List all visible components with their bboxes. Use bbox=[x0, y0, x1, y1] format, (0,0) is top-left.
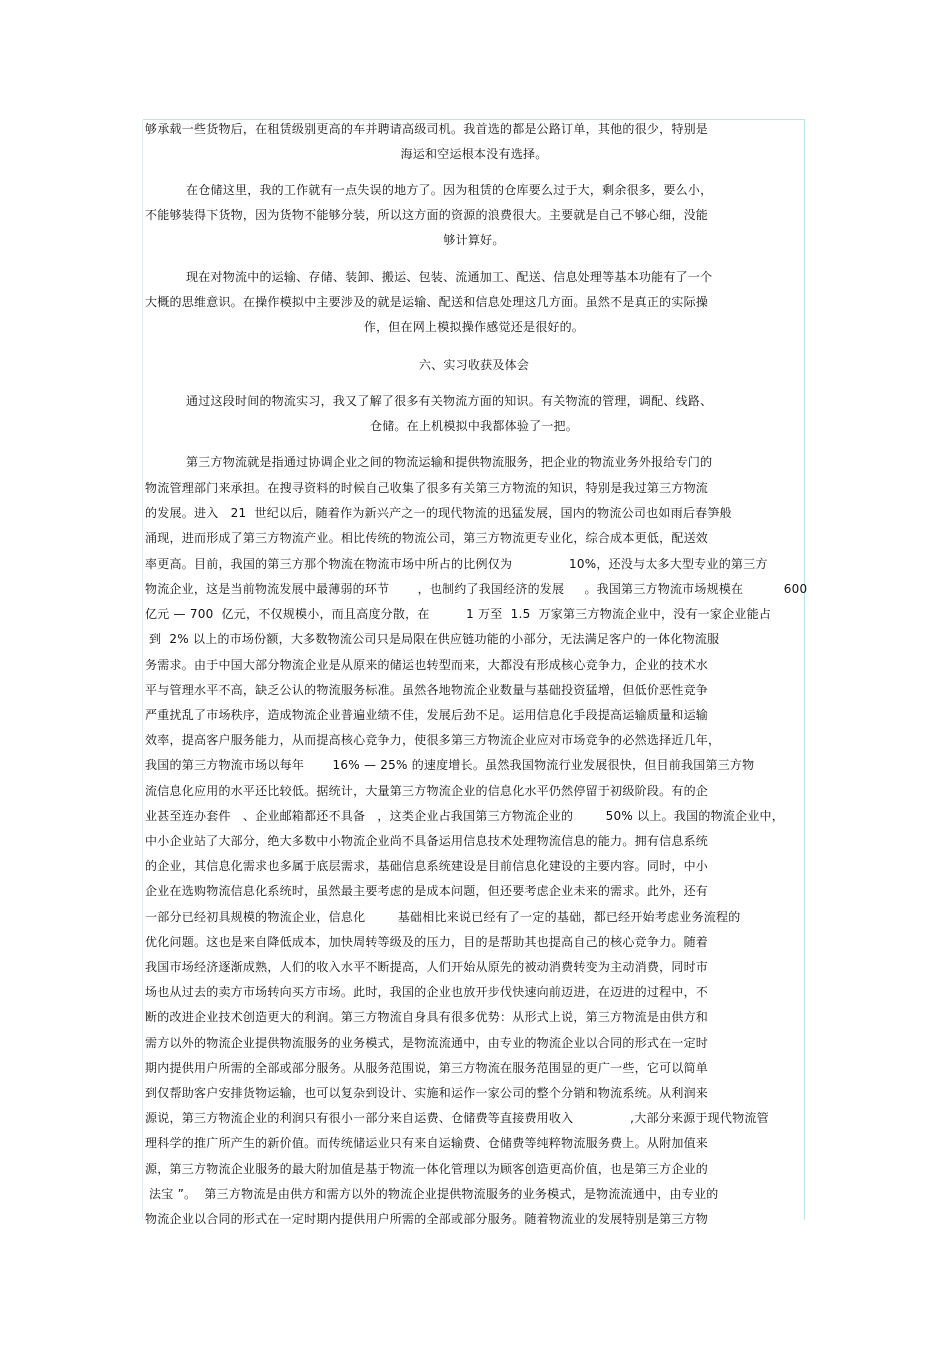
text-line: 源说，第三方物流企业的利润只有很小一部分来自运费、仓储费等直接费用收入 ,大部分来源于现代物流管 bbox=[145, 1111, 769, 1125]
text-line: 到 2% 以上的市场份额，大多数物流公司只是局限在供应链功能的小部分，无法满足客户的一体化物流服 bbox=[145, 632, 720, 646]
text-line: 中小企业站了大部分，绝大多数中小物流企业尚不具备运用信息技术处理物流信息的能力。拥有信息系统 bbox=[145, 834, 709, 848]
text-line: 企业在选购物流信息化系统时，虽然最主要考虑的是成本问题，但还要考虑企业未来的需求。此外，还有 bbox=[145, 884, 709, 898]
text-line: 需方以外的物流企业提供物流服务的业务模式，是物流流通中，由专业的物流企业以合同的形式在一定时 bbox=[145, 1036, 709, 1050]
text-line: 海运和空运根本没有选择。 bbox=[400, 147, 548, 161]
text-line: 够承载一些货物后，在租赁级别更高的车并聘请高级司机。我首选的都是公路订单，其他的很少，特别是 bbox=[145, 122, 709, 136]
text-line: 物流企业以合同的形式在一定时期内提供用户所需的全部或部分服务。随着物流业的发展特别是第三方物 bbox=[145, 1212, 709, 1226]
text-line: 务需求。由于中国大部分物流企业是从原来的储运也转型而来，大都没有形成核心竞争力，企业的技术水 bbox=[145, 658, 709, 672]
text-line: 作，但在网上模拟操作感觉还是很好的。 bbox=[363, 320, 585, 334]
text-line: 法宝 ”。 第三方物流是由供方和需方以外的物流企业提供物流服务的业务模式，是物流流通中，由专业的 bbox=[145, 1187, 719, 1201]
text-line: 流信息化应用的水平还比较低。据统计，大量第三方物流企业的信息化水平仍然停留于初级阶段。有的企 bbox=[145, 784, 709, 798]
text-line: 的企业，其信息化需求也多属于底层需求，基础信息系统建设是目前信息化建设的主要内容。同时，中小 bbox=[145, 859, 709, 873]
text-line: 我国的第三方物流市场以每年 16% — 25% 的速度增长。虽然我国物流行业发展很快，但目前我国第三方物 bbox=[145, 758, 755, 772]
section-heading: 六、实习收获及体会 bbox=[418, 358, 530, 372]
text-line: 源，第三方物流企业服务的最大附加值是基于物流一体化管理以为顾客创造更高价值，也是第三方企业的 bbox=[145, 1162, 709, 1176]
text-line: 大概的思维意识。在操作模拟中主要涉及的就是运输、配送和信息处理这几方面。虽然不是真正的实际操 bbox=[145, 295, 709, 309]
text-line: 效率，提高客户服务能力，从而提高核心竞争力，使很多第三方物流企业应对市场竞争的必然选择近几年， bbox=[145, 733, 721, 747]
text-line: 在仓储这里，我的工作就有一点失误的地方了。因为租赁的仓库要么过于大，剩余很多，要么小， bbox=[186, 183, 713, 197]
text-line: 到仅帮助客户安排货物运输，也可以复杂到设计、实施和运作一家公司的整个分销和物流系统。从利润来 bbox=[145, 1086, 709, 1100]
text-line: 期内提供用户所需的全部或部分服务。从服务范围说，第三方物流在服务范围显的更广一些，它可以简单 bbox=[145, 1061, 709, 1075]
text-line: 率更高。目前，我国的第三方那个物流在物流市场中所占的比例仅为 10%，还没与太多大型专业的第三方 bbox=[145, 557, 768, 571]
text-line: 物流管理部门来承担。在搜寻资料的时候自己收集了很多有关第三方物流的知识，特别是我过第三方物流 bbox=[145, 481, 709, 495]
text-line: 第三方物流就是指通过协调企业之间的物流运输和提供物流服务，把企业的物流业务外报给专门的 bbox=[186, 455, 713, 469]
text-line: 严重扰乱了市场秩序，造成物流企业普遍业绩不佳，发展后劲不足。运用信息化手段提高运输质量和运输 bbox=[145, 708, 709, 722]
text-line: 仓储。在上机模拟中我都体验了一把。 bbox=[369, 419, 579, 433]
text-line: 平与管理水平不高，缺乏公认的物流服务标准。虽然各地物流企业数量与基础投资猛增，但低价恶性竞争 bbox=[145, 683, 709, 697]
text-line: 场也从过去的卖方市场转向买方市场。此时，我国的企业也放开步伐快速向前迈进，在迈进的过程中，不 bbox=[145, 985, 709, 999]
text-line: 优化问题。这也是来自降低成本，加快周转等级及的压力，目的是帮助其也提高自己的核心竞争力。随着 bbox=[145, 935, 709, 949]
text-line: 够计算好。 bbox=[443, 233, 505, 247]
text-line: 一部分已经初具规模的物流企业，信息化 基础相比来说已经有了一定的基础，都已经开始考虑业务流程的 bbox=[145, 910, 741, 924]
text-line: 亿元 — 700 亿元，不仅规模小，而且高度分散，在 1 万至 1.5 万家第三方物流企业中，没有一家企业能占 bbox=[145, 607, 772, 621]
text-line: 理科学的推广所产生的新价值。而传统储运业只有来自运输费、仓储费等纯粹物流服务费上。从附加值来 bbox=[145, 1136, 709, 1150]
text-line: 物流企业，这是当前物流发展中最薄弱的环节 ，也制约了我国经济的发展 。我国第三方物流市场规模在 600 bbox=[145, 582, 808, 596]
text-line: 的发展。进入 21 世纪以后，随着作为新兴产之一的现代物流的迅猛发展，国内的物流公司也如雨后春笋般 bbox=[145, 506, 732, 520]
text-line: 我国市场经济逐渐成熟，人们的收入水平不断提高，人们开始从原先的被动消费转变为主动消费，同时市 bbox=[145, 960, 709, 974]
text-line: 业甚至连办套件 、企业邮箱都还不具备 ，这类企业占我国第三方物流企业的 50% 以上。我国的物流企业中， bbox=[145, 809, 785, 823]
text-line: 涌现，进而形成了第三方物流产业。相比传统的物流公司，第三方物流更专业化，综合成本更低，配送效 bbox=[145, 531, 709, 545]
text-line: 通过这段时间的物流实习，我又了解了很多有关物流方面的知识。有关物流的管理，调配、线路、 bbox=[186, 394, 713, 408]
text-line: 现在对物流中的运输、存储、装卸、搬运、包装、流通加工、配送、信息处理等基本功能有了一个 bbox=[186, 270, 713, 284]
text-line: 不能够装得下货物，因为货物不能够分装，所以这方面的资源的浪费很大。主要就是自己不够心细，没能 bbox=[145, 208, 709, 222]
text-line: 断的改进企业技术创造更大的利润。第三方物流自身具有很多优势：从形式上说，第三方物流是由供方和 bbox=[145, 1010, 709, 1024]
